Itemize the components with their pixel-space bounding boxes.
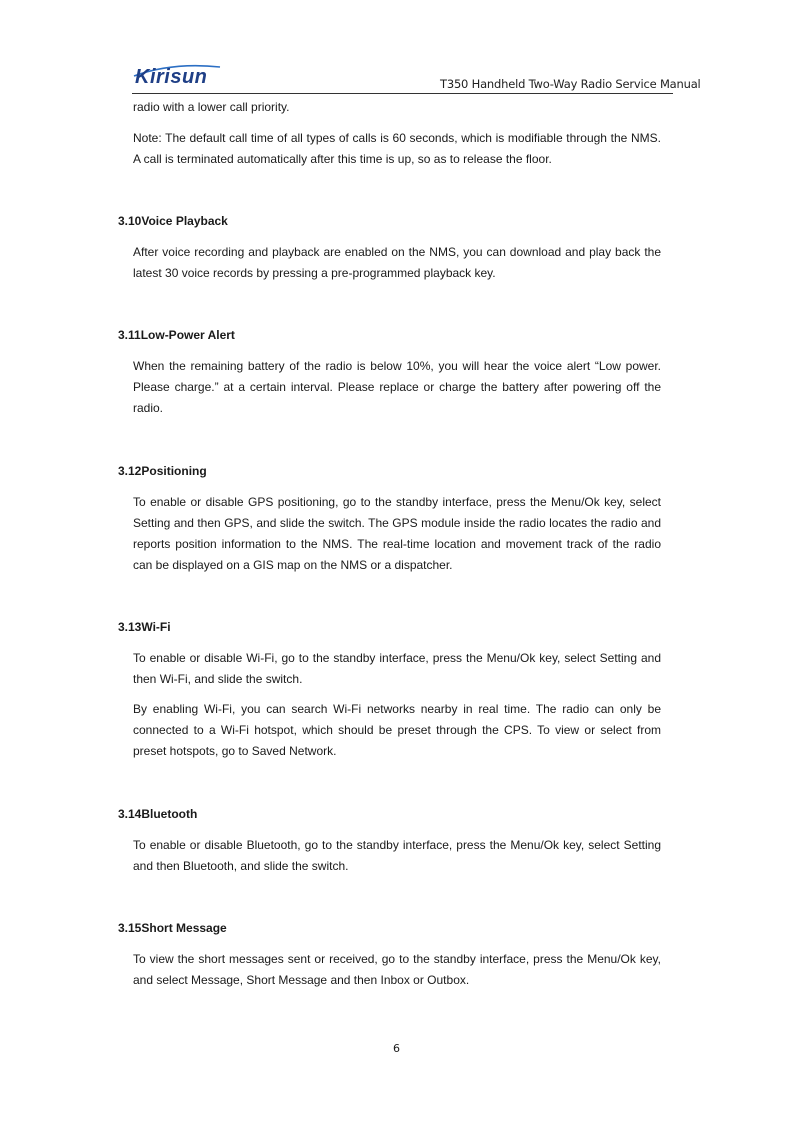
page-number: 6 bbox=[393, 1042, 400, 1055]
section-heading-3-14: 3.14Bluetooth bbox=[118, 807, 198, 821]
svg-text:Kirisun: Kirisun bbox=[135, 66, 208, 88]
section-3-10-paragraph: After voice recording and playback are enabled on the NMS, you can download and play back the latest 30 voice records by pressing a pre-programmed playback key. bbox=[133, 245, 661, 280]
section-heading-3-12: 3.12Positioning bbox=[118, 464, 207, 478]
section-3-14-paragraph: To enable or disable Bluetooth, go to the standby interface, press the Menu/Ok key, select Setting and then Bluetooth, and slide the switch. bbox=[133, 838, 661, 873]
header-divider bbox=[132, 93, 673, 94]
section-heading-3-15: 3.15Short Message bbox=[118, 921, 227, 935]
section-heading-3-10: 3.10Voice Playback bbox=[118, 214, 228, 228]
section-3-15-paragraph: To view the short messages sent or received, go to the standby interface, press the Menu/Ok key, and select Message, Short Message and then Inbox or Outbox. bbox=[133, 952, 661, 987]
section-heading-3-11: 3.11Low-Power Alert bbox=[118, 328, 235, 342]
paragraph-continued: radio with a lower call priority. bbox=[133, 100, 290, 114]
kirisun-logo bbox=[132, 60, 224, 88]
page-header bbox=[0, 0, 793, 100]
note-paragraph: Note: The default call time of all types of calls is 60 seconds, which is modifiable through the NMS. A call is terminated automatically after this time is up, so as to release the floor. bbox=[133, 131, 661, 166]
section-3-11-paragraph: When the remaining battery of the radio is below 10%, you will hear the voice alert “Low power. Please charge.” at a certain interval. Please replace or charge the battery after powering off the radio. bbox=[133, 359, 661, 415]
section-heading-3-13: 3.13Wi-Fi bbox=[118, 620, 171, 634]
section-3-13-paragraph-2: By enabling Wi-Fi, you can search Wi-Fi networks nearby in real time. The radio can only be connected to a Wi-Fi hotspot, which should be preset through the CPS. To view or select from preset hotspots, go to Saved Network. bbox=[133, 702, 661, 758]
section-3-12-paragraph: To enable or disable GPS positioning, go to the standby interface, press the Menu/Ok key, select Setting and then GPS, and slide the switch. The GPS module inside the radio locates the radio and reports position information to the NMS. The real-time location and movement track of the radio can be displayed on a GIS map on the NMS or a dispatcher. bbox=[133, 495, 661, 572]
manual-title: T350 Handheld Two-Way Radio Service Manual bbox=[440, 77, 701, 91]
section-3-13-paragraph-1: To enable or disable Wi-Fi, go to the standby interface, press the Menu/Ok key, select Setting and then Wi-Fi, and slide the switch. bbox=[133, 651, 661, 686]
